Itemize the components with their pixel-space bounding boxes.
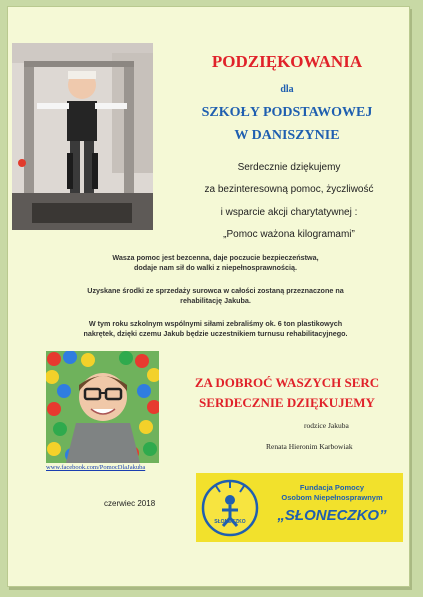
- rehab-photo: [12, 43, 153, 230]
- badge-text: SŁONECZKO: [214, 519, 246, 525]
- slogan-line-2: SERDECZNIE DZIĘKUJEMY: [199, 395, 375, 410]
- paragraph-1-line-2: dodaje nam sił do walki z niepełnosprawnością.: [134, 263, 297, 272]
- thank-you-sheet: [7, 6, 410, 587]
- logo-name: „SŁONECZKO”: [277, 507, 387, 524]
- title: PODZIĘKOWANIA: [211, 52, 363, 71]
- logo-line-1: Fundacja Pomocy: [299, 483, 365, 492]
- paragraph-2-line-2: rehabilitację Jakuba.: [180, 296, 251, 305]
- slogan-line-1: ZA DOBROĆ WASZYCH SERC: [194, 375, 380, 390]
- thanks-line-2: za bezinteresowną pomoc, życzliwość: [204, 184, 374, 195]
- sun-badge-icon: [200, 478, 260, 538]
- parents-names: Renata Hieronim Karbowiak: [266, 442, 353, 451]
- paragraph-3-line-2: nakrętek, dzięki czemu Jakub będzie uczestnikiem turnusu rehabilitacyjnego.: [83, 329, 348, 338]
- school-line-1: SZKOŁY PODSTAWOWEJ: [201, 105, 373, 120]
- paragraph-2-line-1: Uzyskane środki ze sprzedaży surowca w całości zostaną przeznaczone na: [87, 286, 344, 295]
- thanks-line-1: Serdecznie dziękujemy: [237, 162, 341, 173]
- paragraph-3-line-1: W tym roku szkolnym wspólnymi siłami zebraliśmy ok. 6 ton plastikowych: [88, 319, 343, 328]
- paragraph-1-line-1: Wasza pomoc jest bezcenna, daje poczucie bezpieczeństwa,: [112, 253, 319, 262]
- school-line-2: W DANISZYNIE: [234, 128, 340, 143]
- paragraph-2: [38, 286, 393, 306]
- date: czerwiec 2018: [104, 499, 156, 508]
- paragraph-3: [38, 319, 393, 339]
- ball-pit-photo: [46, 351, 159, 463]
- facebook-link[interactable]: www.facebook.com/PomocDlaJakuba: [46, 464, 146, 471]
- parents-label: rodzice Jakuba: [304, 421, 349, 430]
- logo-line-2: Osobom Niepełnosprawnym: [281, 493, 383, 502]
- thanks-line-3: i wsparcie akcji charytatywnej :: [220, 207, 358, 218]
- paragraph-1: [38, 253, 393, 273]
- rehab-photo-illustration: [12, 43, 153, 230]
- ball-pit-illustration: [46, 351, 159, 463]
- thanks-line-4: „Pomoc ważona kilogramami”: [223, 229, 355, 240]
- for-label: dla: [280, 84, 294, 95]
- foundation-logo: [196, 473, 403, 542]
